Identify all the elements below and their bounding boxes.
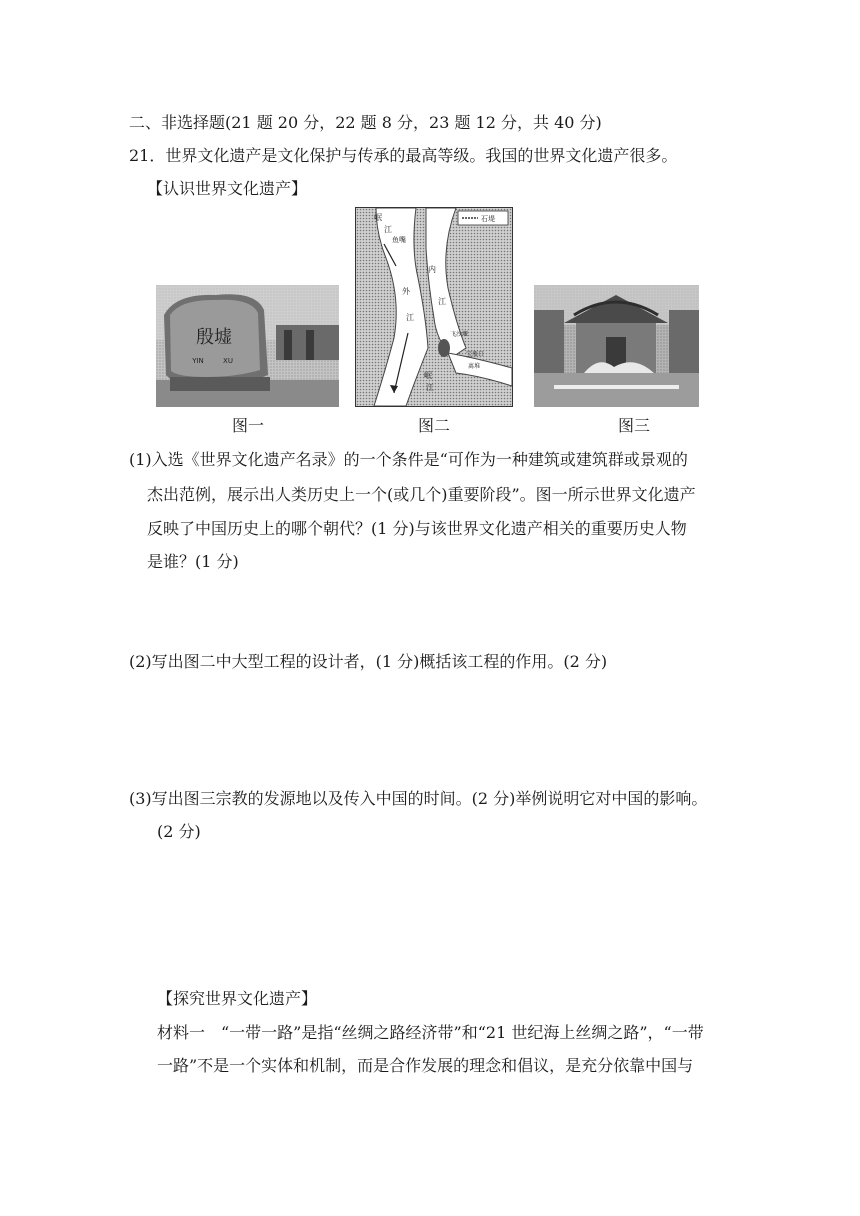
map-label-min-top: 岷 xyxy=(374,213,382,222)
stone-pinyin-left: YIN xyxy=(192,357,204,365)
question-3-line-1: (3)写出图三宗教的发源地以及传入中国的时间。(2 分)举例说明它对中国的影响。 xyxy=(129,789,708,808)
map-label-wai-jiang: 江 xyxy=(406,313,414,322)
question-1-line-1: (1)入选《世界文化遗产名录》的一个条件是“可作为一种建筑或建筑群或景观的 xyxy=(129,450,688,469)
figure-2-caption: 图二 xyxy=(417,416,450,435)
recognize-heading: 【认识世界文化遗产】 xyxy=(147,179,308,198)
map-label-feishayan: 飞沙堰 xyxy=(450,331,469,338)
stone-pinyin-right: XU xyxy=(223,357,233,365)
figure-3-caption: 图三 xyxy=(617,416,650,435)
material-1-line-2: 一路”不是一个实体和机制，而是合作发展的理念和倡议，是充分依靠中国与 xyxy=(157,1056,694,1075)
stone-inscription: 殷墟 xyxy=(196,327,232,348)
question-1-line-4: 是谁？(1 分) xyxy=(147,552,239,571)
material-1-line-1: 材料一 “一带一路”是指“丝绸之路经济带”和“21 世纪海上丝绸之路”，“一带 xyxy=(157,1023,704,1042)
question-21-stem: 21．世界文化遗产是文化保护与传承的最高等级。我国的世界文化遗产很多。 xyxy=(129,146,678,165)
figure-1-caption: 图一 xyxy=(231,416,264,435)
figure-1-photo xyxy=(156,285,339,407)
map-legend-label: 石堤 xyxy=(481,215,495,223)
explore-heading: 【探究世界文化遗产】 xyxy=(157,989,318,1008)
map-label-jiang-top: 江 xyxy=(384,225,392,234)
figure-3-photo xyxy=(534,285,699,407)
question-3-line-2: (2 分) xyxy=(157,822,201,841)
map-label-nei-jiang: 江 xyxy=(438,297,446,306)
map-label-wai: 外 xyxy=(402,287,410,296)
map-label-baopingkou: 宝瓶口 xyxy=(466,351,485,358)
section-heading: 二、非选择题(21 题 20 分，22 题 8 分，23 题 12 分，共 40 分) xyxy=(129,113,602,132)
figure-2-map xyxy=(355,207,513,407)
map-label-lidui: 离堆 xyxy=(468,363,481,370)
question-1-line-3: 反映了中国历史上的哪个朝代？(1 分)与该世界文化遗产相关的重要历史人物 xyxy=(147,519,687,538)
map-label-jiang-bottom: 江 xyxy=(426,383,434,392)
map-label-nei: 内 xyxy=(428,265,436,274)
map-label-min-bottom: 岷 xyxy=(424,371,432,380)
map-label-yuzui: 鱼嘴 xyxy=(392,236,406,244)
question-1-line-2: 杰出范例，展示出人类历史上一个(或几个)重要阶段”。图一所示世界文化遗产 xyxy=(147,485,696,504)
question-2-line-1: (2)写出图二中大型工程的设计者，(1 分)概括该工程的作用。(2 分) xyxy=(129,652,608,671)
